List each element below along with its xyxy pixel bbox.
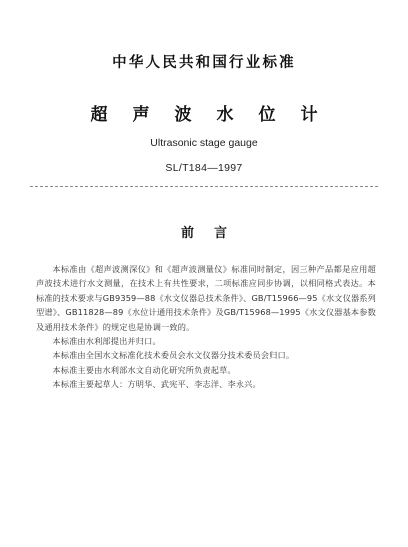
foreword-body: [36, 262, 376, 392]
paragraph-4: 本标准主要由水利部水文自动化研究所负责起草。: [52, 364, 236, 375]
standard-code: SL/T184—1997: [165, 162, 243, 174]
paragraph-3: 本标准由全国水文标准化技术委员会水文仪器分技术委员会归口。: [52, 350, 295, 361]
paragraph-5: 本标准主要起草人：方明华、武宪平、李志洋、李永兴。: [52, 379, 261, 390]
document-header: 中华人民共和国行业标准: [112, 55, 296, 71]
paragraph-2: 本标准由水利部提出并归口。: [52, 336, 161, 347]
divider-line: [30, 186, 378, 187]
document-title: 超声波水位计: [90, 105, 343, 125]
section-title: 前言: [180, 226, 247, 241]
document-title-english: Ultrasonic stage gauge: [150, 137, 258, 149]
paragraph-1: 本标准由《超声波测深仪》和《超声波测量仪》标准同时制定，因三种产品都是应用超声波技术进行水文测量，在技术上有共性要求，二项标准应同步协调，以相同格式表达。本标准的技术要求与GB9359—88《水文仪器总技术条件》、GB/T15966—95《水文仪器系列型谱》、GB11828—89《水位计通用技术条件》及GB/T15968—1995《水文仪器基本参数及通用技术条件》的规定也是协调一致的。: [36, 264, 376, 332]
